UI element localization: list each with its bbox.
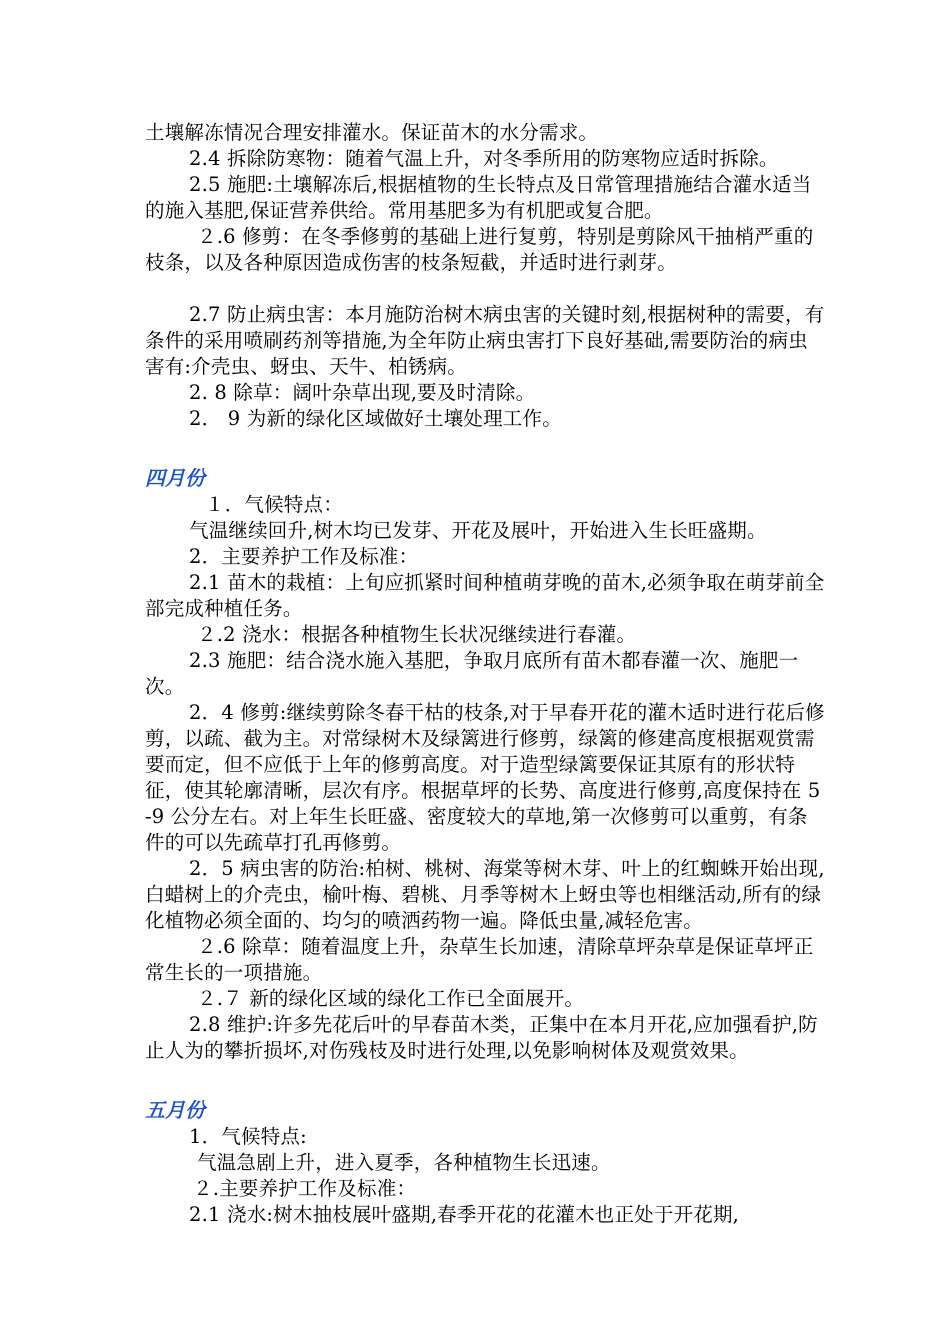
paragraph-gap <box>145 276 825 302</box>
section-gap <box>145 1064 825 1096</box>
paragraph-april-climate-title: １．气候特点： <box>205 493 343 516</box>
paragraph-april-2-8-maintenance: 2.8 维护:许多先花后叶的早春苗木类，正集中在本月开花,应加强看护,防止人为的攀折损坏,对伤残枝及时进行处理,以免影响树体及观赏效果。 <box>145 1013 818 1062</box>
paragraph-april-2-6-weeding: ２.6 除草：随着温度上升，杂草生长加速，清除草坪杂草是保证草坪正常生长的一项措施。 <box>145 935 814 984</box>
paragraph-2-5-fertilize: 2.5 施肥:土壤解冻后,根据植物的生长特点及日常管理措施结合灌水适当的施入基肥,保证营养供给。常用基肥多为有机肥或复合肥。 <box>145 173 812 222</box>
section-heading-april: 四月份 <box>145 466 205 490</box>
paragraph-may-climate-title: 1．气候特点: <box>189 1125 307 1148</box>
paragraph-april-2-5-pest-control: 2．5 病虫害的防治:柏树、桃树、海棠等树木芽、叶上的红蜘蛛开始出现,白蜡树上的介壳虫，榆叶梅、碧桃、月季等树木上蚜虫等也相继活动,所有的绿化植物必须全面的、均匀的喷洒药物一遍。降低虫量,减轻危害。 <box>145 857 825 932</box>
section-gap <box>145 432 825 464</box>
paragraph-2-9-soil-prep: 2． 9 为新的绿化区域做好土壤处理工作。 <box>189 407 562 430</box>
paragraph-april-main-work-title: 2．主要养护工作及标准： <box>189 545 419 568</box>
paragraph-2-7-pest-control: 2.7 防止病虫害：本月施防治树木病虫害的关键时刻,根据树种的需要，有条件的采用喷刷药剂等措施,为全年防止病虫害打下良好基础,需要防治的病虫害有:介壳虫、蚜虫、天牛、柏锈病。 <box>145 303 825 378</box>
paragraph-may-main-work-title: ２.主要养护工作及标准： <box>193 1177 417 1200</box>
paragraph-april-2-3-fertilize: 2.3 施肥：结合浇水施入基肥，争取月底所有苗木都春灌一次、施肥一次。 <box>145 649 799 698</box>
paragraph-april-2-2-watering: ２.2 浇水：根据各种植物生长状况继续进行春灌。 <box>197 623 637 646</box>
paragraph-april-2-1-planting: 2.1 苗木的栽植：上旬应抓紧时间种植萌芽晚的苗木,必须争取在萌芽前全部完成种植任务。 <box>145 571 825 620</box>
paragraph-2-8-weeding: 2. 8 除草：阔叶杂草出现,要及时清除。 <box>189 381 536 404</box>
document-body <box>145 120 825 1228</box>
paragraph-may-2-1-watering: 2.1 浇水:树木抽枝展叶盛期,春季开花的花灌木也正处于开花期, <box>189 1203 740 1226</box>
paragraph-2-6-pruning: ２.6 修剪：在冬季修剪的基础上进行复剪，特别是剪除风干抽梢严重的枝条，以及各种原因造成伤害的枝条短截，并适时进行剥芽。 <box>145 225 814 274</box>
paragraph-april-2-7-new-areas: ２.７ 新的绿化区域的绿化工作已全面展开。 <box>197 987 585 1010</box>
section-heading-may: 五月份 <box>145 1098 205 1122</box>
paragraph-april-2-4-pruning: 2．4 修剪:继续剪除冬春干枯的枝条,对于早春开花的灌木适时进行花后修剪，以疏、截为主。对常绿树木及绿篱进行修剪，绿篱的修建高度根据观赏需要而定，但不应低于上年的修剪高度。对于造型绿篱要保证其原有的形状特征，使其轮廓清晰，层次有序。根据草坪的长势、高度进行修剪,高度保持在 5 -9 公分左右。对上年生长旺盛、密度较大的草地,第一次修剪可以重剪，有条件的可以先疏草打孔再修剪。 <box>145 701 825 854</box>
paragraph-2-4-remove-cold-protection: 2.4 拆除防寒物：随着气温上升，对冬季所用的防寒物应适时拆除。 <box>189 147 779 170</box>
paragraph-may-climate: 气温急剧上升，进入夏季，各种植物生长迅速。 <box>197 1151 611 1174</box>
paragraph-april-climate: 气温继续回升,树木均已发芽、开花及展叶，开始进入生长旺盛期。 <box>189 519 767 542</box>
paragraph-soil-thaw-irrigation: 土壤解冻情况合理安排灌水。保证苗木的水分需求。 <box>145 121 599 144</box>
